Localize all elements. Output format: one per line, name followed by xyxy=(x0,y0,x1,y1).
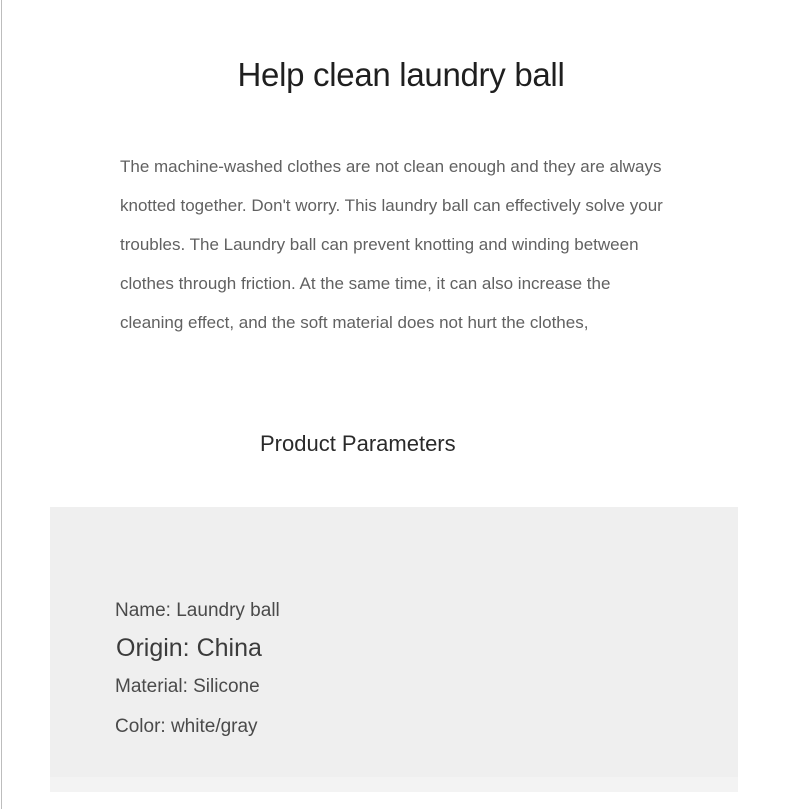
description-line-1: The machine-washed clothes are not clean enough and they are always xyxy=(120,157,662,176)
param-name: Name: Laundry ball xyxy=(115,600,280,621)
param-origin: Origin: China xyxy=(116,634,262,662)
section-heading-product-parameters: Product Parameters xyxy=(260,431,456,456)
left-border-line xyxy=(1,0,2,809)
description-line-5: cleaning effect, and the soft material does not hurt the clothes, xyxy=(120,313,589,332)
description-line-2: knotted together. Don't worry. This laundry ball can effectively solve your xyxy=(120,196,663,215)
description-line-4: clothes through friction. At the same time, it can also increase the xyxy=(120,274,611,293)
param-color: Color: white/gray xyxy=(115,716,258,737)
page-title: Help clean laundry ball xyxy=(237,56,565,93)
param-material: Material: Silicone xyxy=(115,676,260,697)
box-bottom-highlight xyxy=(50,777,738,792)
product-parameters-box xyxy=(50,507,738,792)
description-line-3: troubles. The Laundry ball can prevent knotting and winding between xyxy=(120,235,639,254)
product-description xyxy=(120,147,710,342)
